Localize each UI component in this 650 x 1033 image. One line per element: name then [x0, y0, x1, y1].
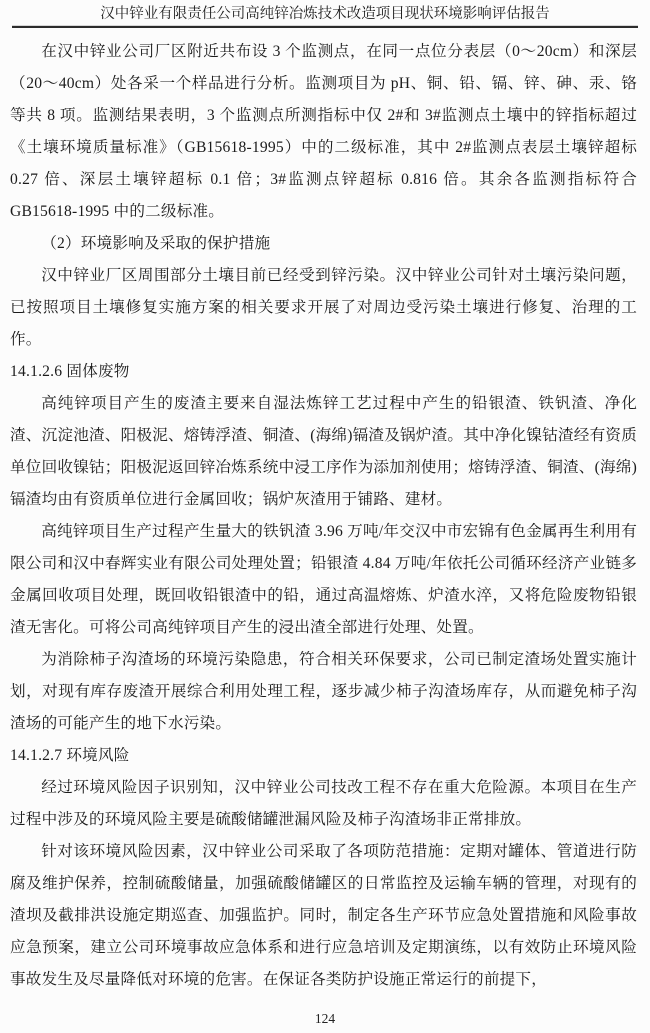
page-footer — [0, 1011, 650, 1027]
section-heading-environmental-risk: 14.1.2.7 环境风险 — [10, 747, 130, 764]
header-rule — [12, 26, 638, 28]
section-heading-solid-waste: 14.1.2.6 固体废物 — [10, 363, 130, 380]
page-header-title: 汉中锌业有限责任公司高纯锌冶炼技术改造项目现状环境影响评估报告 — [100, 6, 550, 22]
paragraph-waste-slag-types-and-recovery: 高纯锌项目产生的废渣主要来自湿法炼锌工艺过程中产生的铅银渣、铁钒渣、净化渣、沉淀池渣、阳极泥、熔铸浮渣、铜渣、(海绵)镉渣及锅炉渣。其中净化镍钴渣经有资质单位回收镍钴；阳极泥返回锌冶炼系统中浸工序作为添加剂使用；熔铸浮渣、铜渣、(海绵)镉渣均由有资质单位进行金属回收；锅炉灰渣用于铺路、建材。 — [10, 395, 637, 508]
paragraph-soil-monitoring-results: 在汉中锌业公司厂区附近共布设 3 个监测点，在同一点位分表层（0～20cm）和深层（20～40cm）处各采一个样品进行分析。监测项目为 pH、铜、铅、镉、锌、砷、汞、铬等共 8 项。监测结果表明，3 个监测点所测指标中仅 2#和 3#监测点土壤中的锌指标超过《土壤环境质量标准》（GB15618-1995）中的二级标准，其中 2#监测点表层土壤锌超标 0.27 倍、深层土壤锌超标 0.1 倍；3#监测点锌超标 0.816 倍。其余各监测指标符合 GB15618-1995 中的二级标准。 — [10, 43, 637, 220]
paragraph-soil-pollution-remediation: 汉中锌业厂区周围部分土壤目前已经受到锌污染。汉中锌业公司针对土壤污染问题，已按照项目土壤修复实施方案的相关要求开展了对周边受污染土壤进行修复、治理的工作。 — [10, 267, 637, 348]
paragraph-risk-prevention-measures: 针对该环境风险因素，汉中锌业公司采取了各项防范措施：定期对罐体、管道进行防腐及维护保养，控制硫酸储量，加强硫酸储罐区的日常监控及运输车辆的管理，对现有的渣坝及截排洪设施定期巡查、加强监护。同时，制定各生产环节应急处置措施和风险事故应急预案，建立公司环境事故应急体系和进行应急培训及定期演练，以有效防止环境风险事故发生及尽量降低对环境的危害。在保证各类防护设施正常运行的前提下， — [10, 843, 637, 988]
document-body — [10, 36, 637, 996]
paragraph-slag-disposal-companies: 高纯锌项目生产过程产生量大的铁钒渣 3.96 万吨/年交汉中市宏锦有色金属再生利用有限公司和汉中春辉实业有限公司处理处置；铅银渣 4.84 万吨/年依托公司循环经济产业链多金属回收项目处理，既回收铅银渣中的铅，通过高温熔炼、炉渣水淬，又将危险废物铅银渣无害化。可将公司高纯锌项目产生的浸出渣全部进行处理、处置。 — [10, 523, 637, 636]
page-header — [0, 0, 650, 28]
paragraph-shizigou-slag-yard-plan: 为消除柿子沟渣场的环境污染隐患，符合相关环保要求，公司已制定渣场处置实施计划，对现有库存废渣开展综合利用处理工程，逐步减少柿子沟渣场库存，从而避免柿子沟渣场的可能产生的地下水污染。 — [10, 651, 637, 732]
page-number: 124 — [314, 1011, 336, 1026]
subheading-env-impact-and-protection-measures: （2）环境影响及采取的保护措施 — [41, 235, 271, 252]
paragraph-risk-factor-identification: 经过环境风险因子识别知，汉中锌业公司技改工程不存在重大危险源。本项目在生产过程中涉及的环境风险主要是硫酸储罐泄漏风险及柿子沟渣场非正常排放。 — [10, 779, 637, 828]
